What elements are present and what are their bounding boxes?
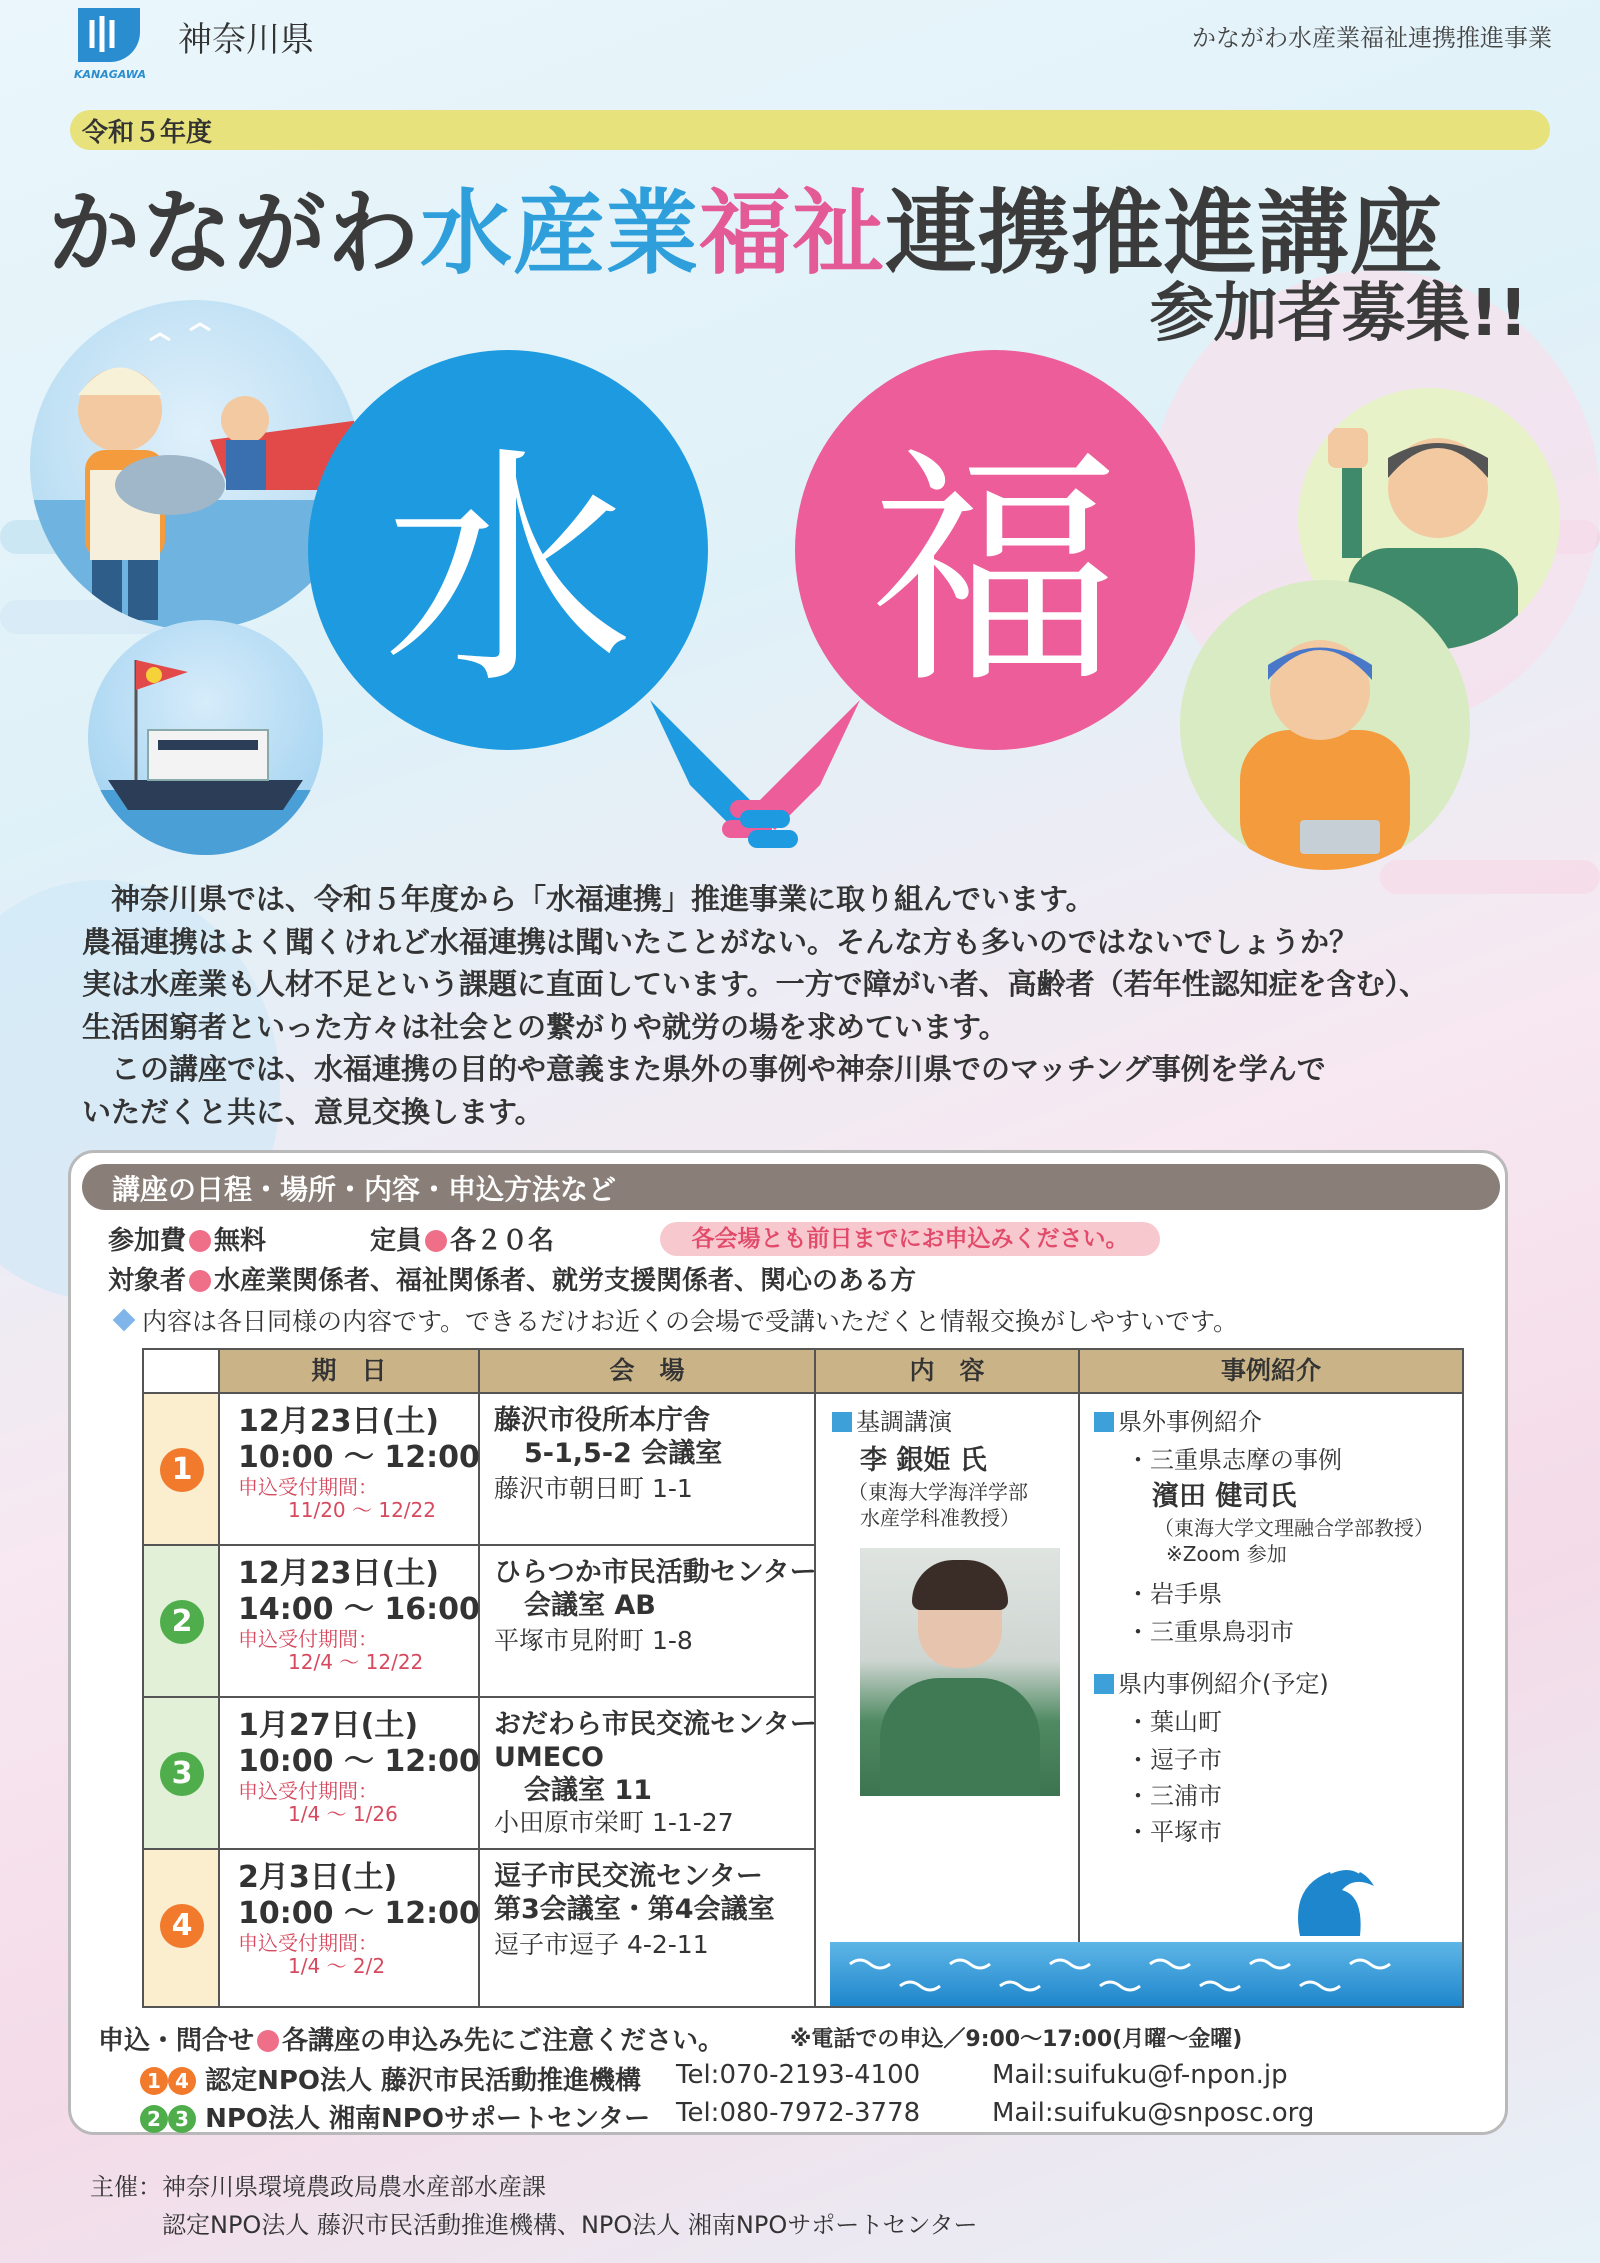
inside-case-item: ・葉山町 bbox=[1126, 1708, 1222, 1736]
apply-period: 12/4 ～ 12/22 bbox=[288, 1650, 424, 1674]
prefecture-name: 神奈川県 bbox=[178, 20, 314, 60]
title-part: 連携推進講座 bbox=[885, 180, 1444, 287]
fee-value: 無料 bbox=[214, 1226, 267, 1256]
inside-case-item: ・三浦市 bbox=[1126, 1782, 1222, 1810]
session-time: 14:00 ～ 16:00 bbox=[238, 1592, 480, 1627]
org-1-tel[interactable]: Tel:070-2193-4100 bbox=[676, 2060, 921, 2090]
session-time: 10:00 ～ 12:00 bbox=[238, 1744, 480, 1779]
fee-label: 参加費 bbox=[108, 1226, 187, 1256]
organizer bbox=[90, 2168, 978, 2244]
table-header-content: 内 容 bbox=[816, 1350, 1080, 1394]
apply-period: 11/20 ～ 12/22 bbox=[288, 1498, 436, 1522]
venue-room: 5-1,5-2 会議室 bbox=[524, 1438, 723, 1469]
apply-period-label: 申込受付期間： bbox=[238, 1779, 378, 1803]
venue-room: 会議室 AB bbox=[524, 1590, 656, 1621]
intro-line: 生活困窮者といった方々は社会との繋がりや就労の場を求めています。 bbox=[82, 1009, 1008, 1044]
outside-case-item: ・三重県志摩の事例 bbox=[1126, 1446, 1342, 1474]
session-date: 2月3日(土) bbox=[238, 1860, 398, 1895]
contact-org-2 bbox=[140, 2098, 650, 2135]
same-content-note bbox=[108, 1302, 1238, 1338]
outside-cases-label-text: 県外事例紹介 bbox=[1118, 1408, 1262, 1436]
fee-line bbox=[108, 1220, 266, 1257]
contact-line bbox=[98, 2020, 724, 2057]
contact-label: 申込・問合せ bbox=[98, 2026, 255, 2056]
venue-address: 藤沢市朝日町 1-1 bbox=[494, 1474, 693, 1503]
fisheries-bubble bbox=[308, 350, 708, 750]
bullet-dot bbox=[189, 1230, 211, 1252]
session-number-cell bbox=[144, 1546, 220, 1698]
target-label: 対象者 bbox=[108, 1266, 187, 1296]
year-label: 令和５年度 bbox=[82, 118, 213, 148]
intro-line: この講座では、水福連携の目的や意義また県外の事例や神奈川県でのマッチング事例を学んで bbox=[82, 1052, 1326, 1086]
session-time: 10:00 ～ 12:00 bbox=[238, 1440, 480, 1475]
table-header-date: 期 日 bbox=[220, 1350, 480, 1394]
session-venue-cell bbox=[480, 1850, 816, 2006]
session-number-badge: 3 bbox=[160, 1752, 204, 1796]
organizer-line: 主催：神奈川県環境農政局農水産部水産課 bbox=[90, 2173, 546, 2201]
outside-cases-label bbox=[1094, 1402, 1262, 1437]
photo-hair bbox=[912, 1560, 1008, 1610]
org-2-name: NPO法人 湘南NPOサポートセンター bbox=[205, 2104, 651, 2134]
session-number-badge: 4 bbox=[160, 1904, 204, 1948]
inside-case-item: ・平塚市 bbox=[1126, 1818, 1222, 1846]
target-value: 水産業関係者、福祉関係者、就労支援関係者、関心のある方 bbox=[214, 1266, 917, 1296]
apply-period: 1/4 ～ 2/2 bbox=[288, 1954, 386, 1978]
table-header-venue: 会 場 bbox=[480, 1350, 816, 1394]
worker-illustration bbox=[1180, 580, 1470, 870]
keynote-label-text: 基調講演 bbox=[856, 1408, 952, 1436]
photo-body bbox=[880, 1678, 1040, 1796]
session-venue-cell bbox=[480, 1394, 816, 1546]
session-date-cell bbox=[220, 1546, 480, 1698]
intro-line: いただくと共に、意見交換します。 bbox=[82, 1094, 544, 1129]
intro-text bbox=[82, 878, 1542, 1133]
title-part: かながわ bbox=[48, 180, 421, 287]
session-number-badge: 1 bbox=[160, 1448, 204, 1492]
outside-case-item: ・岩手県 bbox=[1126, 1580, 1222, 1608]
intro-line: 神奈川県では、令和５年度から「水福連携」推進事業に取り組んでいます。 bbox=[82, 882, 1095, 916]
welfare-bubble bbox=[795, 350, 1195, 750]
welfare-character: 福 bbox=[870, 426, 1120, 717]
session-2-icon: 2 bbox=[140, 2105, 168, 2133]
info-panel-heading: 講座の日程・場所・内容・申込方法など bbox=[82, 1164, 1500, 1210]
venue-room: UMECO bbox=[494, 1742, 605, 1773]
speaker-affiliation: 水産学科准教授） bbox=[860, 1506, 1020, 1530]
session-3-icon: 3 bbox=[168, 2105, 196, 2133]
speaker-affiliation: （東海大学海洋学部 bbox=[848, 1480, 1028, 1504]
same-content-text: 内容は各日同様の内容です。できるだけお近くの会場で受講いただくと情報交換がしやすいです。 bbox=[142, 1307, 1239, 1336]
intro-line: 実は水産業も人材不足という課題に直面しています。一方で障がい者、高齢者（若年性認知症を含む）、 bbox=[82, 967, 1429, 1001]
case-speaker: 濱田 健司氏 bbox=[1152, 1481, 1297, 1512]
contact-note: 各講座の申込み先にご注意ください。 bbox=[282, 2026, 725, 2056]
sub-title: 参加者募集!! bbox=[1149, 277, 1528, 351]
outside-case-item: ・三重県鳥羽市 bbox=[1126, 1618, 1294, 1646]
apply-period-label: 申込受付期間： bbox=[238, 1931, 378, 1955]
title-part-fisheries: 水産業 bbox=[420, 180, 700, 287]
session-date-cell bbox=[220, 1394, 480, 1546]
venue-name: 藤沢市役所本庁舎 bbox=[494, 1405, 710, 1436]
handshake-icon bbox=[650, 700, 860, 874]
session-date: 12月23日(土) bbox=[238, 1556, 439, 1591]
logo-text: KANAGAWA bbox=[74, 68, 146, 81]
venue-address: 小田原市栄町 1-1-27 bbox=[494, 1808, 734, 1837]
table-header-cases: 事例紹介 bbox=[1080, 1350, 1462, 1394]
case-speaker-affiliation: （東海大学文理融合学部教授） bbox=[1154, 1516, 1434, 1540]
square-bullet-icon bbox=[1094, 1412, 1114, 1432]
bullet-dot bbox=[425, 1230, 447, 1252]
venue-address: 逗子市逗子 4-2-11 bbox=[494, 1930, 709, 1959]
intro-line: 農福連携はよく聞くけれど水福連携は聞いたことがない。そんな方も多いのではないでしょうか？ bbox=[82, 924, 1359, 959]
table-header-blank bbox=[144, 1350, 220, 1394]
session-4-icon: 4 bbox=[168, 2067, 196, 2095]
apply-period-label: 申込受付期間： bbox=[238, 1627, 378, 1651]
wave-decoration bbox=[830, 1942, 1462, 2006]
keynote-speaker: 李 銀姫 氏 bbox=[860, 1445, 987, 1476]
venue-name: おだわら市民交流センター bbox=[494, 1709, 817, 1740]
apply-period-label: 申込受付期間： bbox=[238, 1475, 378, 1499]
session-venue-cell bbox=[480, 1698, 816, 1850]
session-number-badge: 2 bbox=[160, 1600, 204, 1644]
venue-room: 第3会議室・第4会議室 bbox=[494, 1894, 775, 1925]
session-number-cell bbox=[144, 1850, 220, 2006]
session-venue-cell bbox=[480, 1546, 816, 1698]
org-1-name: 認定NPO法人 藤沢市民活動推進機構 bbox=[205, 2066, 642, 2096]
zoom-note: ※Zoom 参加 bbox=[1166, 1542, 1287, 1566]
org-1-mail[interactable]: Mail:suifuku@f-npon.jp bbox=[992, 2060, 1288, 2090]
target-line bbox=[108, 1260, 916, 1297]
year-band bbox=[70, 110, 1550, 150]
inside-case-item: ・逗子市 bbox=[1126, 1746, 1222, 1774]
boat-illustration bbox=[88, 620, 323, 855]
contact-org-1 bbox=[140, 2060, 641, 2097]
venue-name: ひらつか市民活動センター bbox=[494, 1557, 817, 1588]
session-1-icon: 1 bbox=[140, 2067, 168, 2095]
deadline-notice: 各会場とも前日までにお申込みください。 bbox=[660, 1222, 1160, 1256]
session-number-cell bbox=[144, 1394, 220, 1546]
session-date: 1月27日(土) bbox=[238, 1708, 419, 1743]
inside-cases-label-text: 県内事例紹介(予定) bbox=[1118, 1670, 1329, 1698]
session-date: 12月23日(土) bbox=[238, 1404, 439, 1439]
bullet-dot bbox=[189, 1270, 211, 1292]
venue-room-number: 会議室 11 bbox=[524, 1775, 652, 1806]
wave-icon bbox=[1290, 1856, 1390, 1944]
capacity-line bbox=[370, 1220, 554, 1257]
fisheries-character: 水 bbox=[383, 426, 633, 717]
title-part-welfare: 福祉 bbox=[699, 180, 886, 287]
project-name: かながわ水産業福祉連携推進事業 bbox=[1192, 24, 1552, 52]
speaker-photo bbox=[860, 1548, 1060, 1796]
org-2-tel[interactable]: Tel:080-7972-3778 bbox=[676, 2098, 921, 2128]
keynote-label bbox=[832, 1402, 952, 1437]
square-bullet-icon bbox=[832, 1412, 852, 1432]
capacity-label: 定員 bbox=[370, 1226, 423, 1256]
inside-cases-label bbox=[1094, 1664, 1329, 1699]
apply-period: 1/4 ～ 1/26 bbox=[288, 1802, 398, 1826]
organizer-line: 認定NPO法人 藤沢市民活動推進機構、NPO法人 湘南NPOサポートセンター bbox=[162, 2211, 978, 2239]
session-date-cell bbox=[220, 1698, 480, 1850]
capacity-value: 各２０名 bbox=[450, 1226, 555, 1256]
venue-address: 平塚市見附町 1-8 bbox=[494, 1626, 693, 1655]
diamond-icon bbox=[113, 1309, 136, 1332]
session-number-cell bbox=[144, 1698, 220, 1850]
session-date-cell bbox=[220, 1850, 480, 2006]
org-2-mail[interactable]: Mail:suifuku@snposc.org bbox=[992, 2098, 1315, 2128]
square-bullet-icon bbox=[1094, 1674, 1114, 1694]
phone-hours: ※電話での申込／9:00～17:00(月曜～金曜) bbox=[790, 2027, 1243, 2052]
venue-name: 逗子市民交流センター bbox=[494, 1861, 763, 1892]
bullet-dot bbox=[257, 2030, 279, 2052]
prefecture-logo bbox=[78, 8, 140, 62]
session-time: 10:00 ～ 12:00 bbox=[238, 1896, 480, 1931]
